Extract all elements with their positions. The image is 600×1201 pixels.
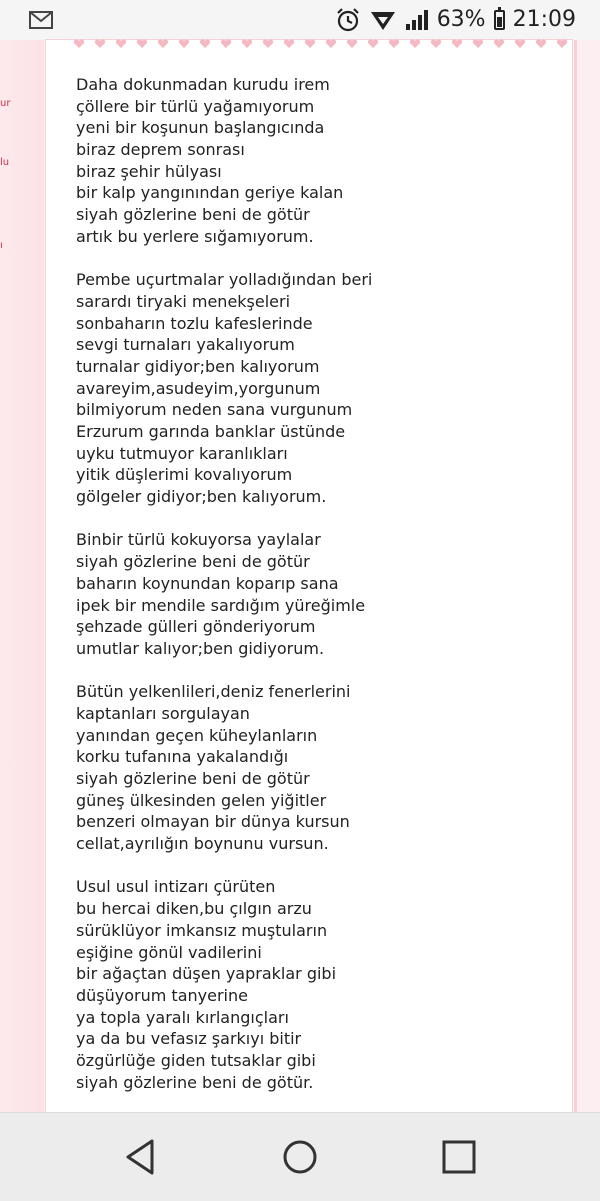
back-button[interactable]: [116, 1133, 164, 1181]
poem-line: baharın koynundan koparıp sana: [76, 573, 339, 593]
heart-icon: [95, 39, 105, 48]
poem-stanza: [76, 529, 372, 659]
poem-line: sarardı tiryaki menekşeleri: [76, 291, 291, 311]
poem-line: sürüklüyor imkansız muştuların: [76, 920, 328, 940]
heart-icon: [368, 39, 378, 48]
heart-icon: [494, 39, 504, 48]
poem-line: Erzurum garında banklar üstünde: [76, 422, 346, 441]
sidebar-fragment[interactable]: ur: [0, 98, 11, 109]
poem-line: yanından geçen küheylanların: [76, 725, 318, 745]
poem-line: çöllere bir türlü yağamıyorum: [76, 96, 315, 116]
poem-line: bir ağaçtan düşen yapraklar gibi: [76, 964, 337, 984]
heart-icon: [536, 39, 546, 48]
recents-icon: [444, 1142, 474, 1172]
poem-line: korku tufanına yakalandığı: [76, 747, 289, 767]
signal-icon: [405, 8, 429, 32]
heart-icon: [179, 39, 189, 48]
heart-icon: [326, 39, 336, 48]
poem-line: Binbir türlü kokuyorsa yaylalar: [76, 530, 321, 550]
recents-button[interactable]: [435, 1133, 483, 1181]
poem-line: Bütün yelkenlileri,deniz fenerlerini: [76, 682, 351, 702]
poem-stanza: [76, 681, 372, 855]
poem-line: Daha dokunmadan kurudu irem: [76, 75, 330, 94]
poem-line: yitik düşlerimi kovalıyorum: [76, 465, 293, 485]
mail-icon: [28, 8, 54, 32]
poem-line: avareyim,asudeyim,yorgunum: [76, 378, 321, 398]
notification-area: [28, 8, 54, 36]
poem-line: güneş ülkesinden gelen yiğitler: [76, 790, 327, 810]
poem-line: turnalar gidiyor;ben kalıyorum: [76, 356, 320, 376]
home-icon: [285, 1142, 315, 1172]
poem-line: düşüyorum tanyerine: [76, 985, 248, 1005]
poem-line: siyah gözlerine beni de götür: [76, 769, 310, 788]
right-page-edge: [574, 40, 600, 1112]
poem-line: eşiğine gönül vadilerini: [76, 942, 262, 962]
poem-line: özgürlüğe giden tutsaklar gibi: [76, 1050, 316, 1070]
status-bar: [0, 0, 600, 40]
heart-icon: [557, 39, 567, 48]
poem-line: bu hercai diken,bu çılgın arzu: [76, 899, 312, 919]
poem-line: sonbaharın tozlu kafeslerinde: [76, 313, 313, 333]
heart-icon: [74, 39, 84, 48]
poem-line: şehzade gülleri gönderiyorum: [76, 617, 316, 637]
poem-line: siyah gözlerine beni de götür: [76, 552, 310, 572]
poem-line: biraz deprem sonrası: [76, 140, 245, 160]
heart-icon: [305, 39, 315, 48]
poem-line: kaptanları sorgulayan: [76, 703, 250, 723]
poem-line: ya topla yaralı kırlangıçları: [76, 1007, 289, 1027]
poem-line: biraz şehir hülyası: [76, 161, 222, 181]
poem-line: sevgi turnaları yakalıyorum: [76, 335, 295, 355]
heart-icon: [452, 39, 462, 48]
heart-icon: [284, 39, 294, 48]
sidebar-fragment[interactable]: lu: [0, 157, 10, 168]
poem-line: bilmiyorum neden sana vurgunum: [76, 400, 353, 420]
poem-content: [46, 40, 572, 1112]
poem-stanza: [76, 269, 372, 508]
alarm-icon: [335, 7, 361, 33]
poem-line: gölgeler gidiyor;ben kalıyorum.: [76, 487, 327, 507]
left-sidebar: [0, 40, 44, 1112]
home-button[interactable]: [276, 1133, 324, 1181]
back-icon: [128, 1141, 152, 1173]
poem-line: yeni bir koşunun başlangıcında: [76, 118, 325, 138]
heart-icon: [431, 39, 441, 48]
poem-stanza: [76, 74, 372, 248]
heart-icon: [221, 39, 231, 48]
poem-line: ya da bu vefasız şarkıyı bitir: [76, 1029, 302, 1049]
poem-line: Pembe uçurtmalar yolladığından beri: [76, 270, 373, 290]
poem-line: ipek bir mendile sardığım yüreğimle: [76, 595, 366, 615]
location-icon: [369, 8, 397, 32]
heart-icon: [116, 39, 126, 48]
heart-icon: [389, 39, 399, 48]
poem-line: bir kalp yangınından geriye kalan: [76, 183, 344, 203]
heart-icon: [473, 39, 483, 48]
heart-border: [70, 38, 570, 50]
heart-icon: [137, 39, 147, 48]
poem-line: cellat,ayrılığın boynunu vursun.: [76, 834, 329, 854]
poem-line: artık bu yerlere sığamıyorum.: [76, 226, 314, 246]
poem-stanza: [76, 876, 372, 1093]
clock: 21:09: [512, 7, 576, 32]
navigation-bar: [0, 1112, 600, 1201]
heart-icon: [410, 39, 420, 48]
heart-icon: [242, 39, 252, 48]
heart-icon: [515, 39, 525, 48]
poem-line: siyah gözlerine beni de götür: [76, 205, 310, 225]
battery-icon: [494, 10, 505, 30]
battery-percent: 63%: [436, 7, 486, 32]
heart-icon: [347, 39, 357, 48]
poem-line: benzeri olmayan bir dünya kursun: [76, 812, 350, 832]
poem-line: Usul usul intizarı çürüten: [76, 877, 276, 897]
poem-line: uyku tutmuyor karanlıkları: [76, 443, 288, 463]
poem-line: umutlar kalıyor;ben gidiyorum.: [76, 638, 325, 658]
sidebar-fragment[interactable]: ı: [0, 240, 3, 251]
heart-icon: [263, 39, 273, 48]
poem-text: [76, 74, 372, 1115]
poem-line: siyah gözlerine beni de götür.: [76, 1072, 314, 1092]
heart-icon: [158, 39, 168, 48]
heart-icon: [200, 39, 210, 48]
